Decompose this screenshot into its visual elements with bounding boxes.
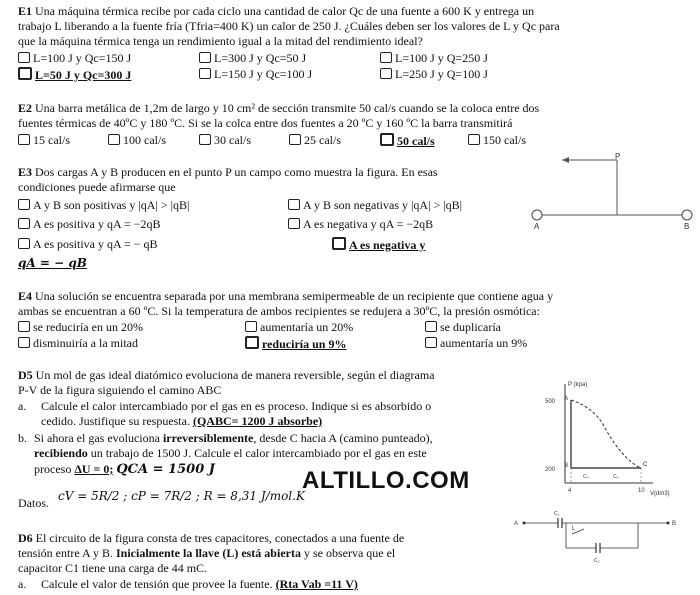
d5-line-2: P-V de la figura siguiendo el camino ABC [18, 383, 222, 397]
checkbox-icon[interactable] [380, 68, 392, 79]
capacitor-c1-icon [558, 518, 562, 528]
checkbox-icon[interactable] [425, 321, 437, 332]
checkbox-icon[interactable] [18, 134, 30, 145]
checkbox-icon[interactable] [108, 134, 120, 145]
d6-a-answer: (Rta Vab =11 V) [275, 577, 358, 591]
e3-option-6-answer[interactable]: A es negativa y [332, 237, 425, 252]
e2-line-2: fuentes térmicas de 40ºC y 180 ºC. Si se la colca entre dos fuentes a 20 ºC y 160 ºC la barra transmitirá [18, 116, 513, 130]
e2-title: E2 [18, 101, 33, 115]
d6-a-line: Calcule el valor de tensión que provee la fuente. (Rta Vab =11 V) [41, 577, 358, 591]
e4-option-5-answer[interactable]: reduciría un 9% [245, 336, 346, 351]
e3-option-1[interactable]: A y B son positivas y |qA| > |qB| [18, 198, 189, 212]
e1-line-2: trabajo L liberando a la fuente fría (Tfria=400 K) un calor de 250 J. ¿Cuáles deben ser los valores de L y Qc para [18, 19, 560, 33]
e4-option-6[interactable]: aumentaría un 9% [425, 336, 527, 350]
e1-option-6[interactable]: L=250 J y Q=100 J [380, 67, 488, 81]
d5-a-label: a. [18, 399, 27, 413]
x-tick-10: 10 [638, 488, 645, 494]
segment-label-1: Cₚ [583, 474, 589, 480]
e4-option-1[interactable]: se reduciría en un 20% [18, 320, 143, 334]
e1-line-1: E1 Una máquina térmica recibe por cada ciclo una cantidad de calor Qc de una fuente a 600 K y entrega un [18, 4, 535, 18]
e2-option-5-answer[interactable]: 50 cal/s [380, 133, 435, 148]
switch-l-label: L [572, 526, 576, 532]
checkbox-icon[interactable] [245, 321, 257, 332]
d5-q-ca: QCA = 1500 J [116, 462, 215, 477]
checkbox-icon[interactable] [18, 238, 30, 249]
e1-title: E1 [18, 4, 33, 18]
e3-line-2: condiciones puede afirmarse que [18, 180, 176, 194]
e4-option-4[interactable]: disminuiría a la mitad [18, 336, 138, 350]
d5-a-line-2: cedido. Justifique su respuesta. (QABC= 1200 J absorbe) [41, 414, 323, 428]
e2-option-3[interactable]: 30 cal/s [199, 133, 251, 147]
e3-title: E3 [18, 165, 33, 179]
charge-b-label: B [684, 222, 690, 231]
e1-line-3: que la máquina térmica tenga un rendimiento igual a la mitad del rendimiento ideal? [18, 34, 423, 48]
checkbox-icon[interactable] [18, 321, 30, 332]
y-axis-label: P (kpa) [568, 382, 588, 388]
e1-option-3[interactable]: L=100 J y Q=250 J [380, 51, 488, 65]
segment-label-2: Cₚ [613, 474, 619, 480]
x-tick-4: 4 [568, 488, 572, 494]
checkbox-icon[interactable] [18, 67, 32, 80]
path-ca-dashed [571, 400, 641, 468]
d5-a-line-1: Calcule el calor intercambiado por el gas en es proceso. Indique si es absorbido o [41, 399, 432, 413]
capacitor-c2-label: C₂ [594, 558, 600, 564]
e3-answer-tail: qA = − qB [18, 256, 87, 270]
d6-line-3: capacitor C1 tiene una carga de 44 mC. [18, 561, 208, 575]
checkbox-icon[interactable] [245, 336, 259, 349]
d6-line-2: tensión entre A y B. Inicialmente la llave (L) está abierta y se observa que el [18, 546, 396, 560]
e1-option-5[interactable]: L=150 J y Qc=100 J [199, 67, 312, 81]
d6-title: D6 [18, 531, 33, 545]
d5-a-answer: (QABC= 1200 J absorbe) [192, 414, 323, 428]
e2-option-6[interactable]: 150 cal/s [468, 133, 526, 147]
point-a-label: A [564, 396, 569, 402]
capacitor-c1-label: C₁ [554, 511, 560, 517]
checkbox-icon[interactable] [18, 218, 30, 229]
e3-option-4[interactable]: A es negativa y qA = −2qB [288, 217, 433, 231]
capacitor-c2-icon [596, 543, 600, 553]
charge-b-icon [682, 210, 692, 220]
checkbox-icon[interactable] [468, 134, 480, 145]
charge-a-icon [532, 210, 542, 220]
y-tick-200: 200 [545, 467, 556, 473]
x-axis-label: V(dm3) [650, 491, 670, 497]
e2-option-1[interactable]: 15 cal/s [18, 133, 70, 147]
e3-field-figure [525, 150, 695, 235]
checkbox-icon[interactable] [288, 218, 300, 229]
e1-option-1[interactable]: L=100 J y Qc=150 J [18, 51, 131, 65]
checkbox-icon[interactable] [199, 134, 211, 145]
d5-pv-graph [535, 378, 690, 498]
checkbox-icon[interactable] [18, 337, 30, 348]
d5-b-line-3: proceso ΔU = 0; QCA = 1500 J [34, 462, 215, 477]
point-p-label: P [615, 152, 621, 161]
checkbox-icon[interactable] [199, 52, 211, 63]
point-b-label: B [564, 463, 569, 469]
watermark: ALTILLO.COM [302, 467, 470, 494]
e3-option-2[interactable]: A y B son negativas y |qA| > |qB| [288, 198, 462, 212]
e2-line-1: E2 Una barra metálica de 1,2m de largo y 10 cm² de sección transmite 50 cal/s cuando se la coloca entre dos [18, 101, 540, 115]
checkbox-icon[interactable] [332, 237, 346, 250]
y-tick-500: 500 [545, 399, 556, 405]
checkbox-icon[interactable] [380, 52, 392, 63]
e3-field-lines [535, 157, 687, 215]
charge-a-label: A [534, 222, 540, 231]
e4-line-1: E4 Una solución se encuentra separada por una membrana semipermeable de un recipiente que contiene agua y [18, 289, 554, 303]
checkbox-icon[interactable] [425, 337, 437, 348]
e3-line-1: E3 Dos cargas A y B producen en el punto P un campo como muestra la figura. En esas [18, 165, 438, 179]
checkbox-icon[interactable] [380, 133, 394, 146]
d5-b-line-1: Si ahora el gas evoluciona irreversiblemente, desde C hacia A (camino punteado), [34, 431, 433, 445]
d5-title: D5 [18, 368, 33, 382]
point-c-label: C [643, 462, 648, 468]
d6-a-label: a. [18, 577, 27, 591]
e4-option-2[interactable]: aumentaría un 20% [245, 320, 353, 334]
d6-line-1: D6 El circuito de la figura consta de tres capacitores, conectados a una fuente de [18, 531, 405, 545]
e3-option-3[interactable]: A es positiva y qA = −2qB [18, 217, 161, 231]
terminal-b-label: B [672, 521, 677, 527]
e1-option-4-answer[interactable]: L=50 J y Qc=300 J [18, 67, 131, 82]
checkbox-icon[interactable] [18, 52, 30, 63]
checkbox-icon[interactable] [199, 68, 211, 79]
d5-datos-label: Datos. [18, 496, 49, 510]
e4-line-2: ambas se encuentran a 60 ºC. Si la temperatura de ambos recipientes se redujera a 30ºC, la presión osmótica: [18, 304, 540, 318]
e4-option-3[interactable]: se duplicaría [425, 320, 501, 334]
d5-b-line-2: recibiendo un trabajo de 1500 J. Calcule el calor intercambiado por el gas en este [34, 446, 427, 460]
e2-option-4[interactable]: 25 cal/s [289, 133, 341, 147]
d6-circuit [508, 510, 690, 575]
e2-option-2[interactable]: 100 cal/s [108, 133, 166, 147]
terminal-a-label: A [514, 521, 519, 527]
checkbox-icon[interactable] [18, 199, 30, 210]
d5-b-label: b. [18, 431, 27, 445]
d5-datos-formula: cV = 5R/2 ; cP = 7R/2 ; R = 8,31 J/mol.K [58, 489, 305, 503]
e4-title: E4 [18, 289, 33, 303]
e3-option-5[interactable]: A es positiva y qA = − qB [18, 237, 158, 251]
e1-option-2[interactable]: L=300 J y Qc=50 J [199, 51, 306, 65]
d5-line-1: D5 Un mol de gas ideal diatómico evoluciona de manera reversible, según el diagrama [18, 368, 435, 382]
checkbox-icon[interactable] [288, 199, 300, 210]
checkbox-icon[interactable] [289, 134, 301, 145]
